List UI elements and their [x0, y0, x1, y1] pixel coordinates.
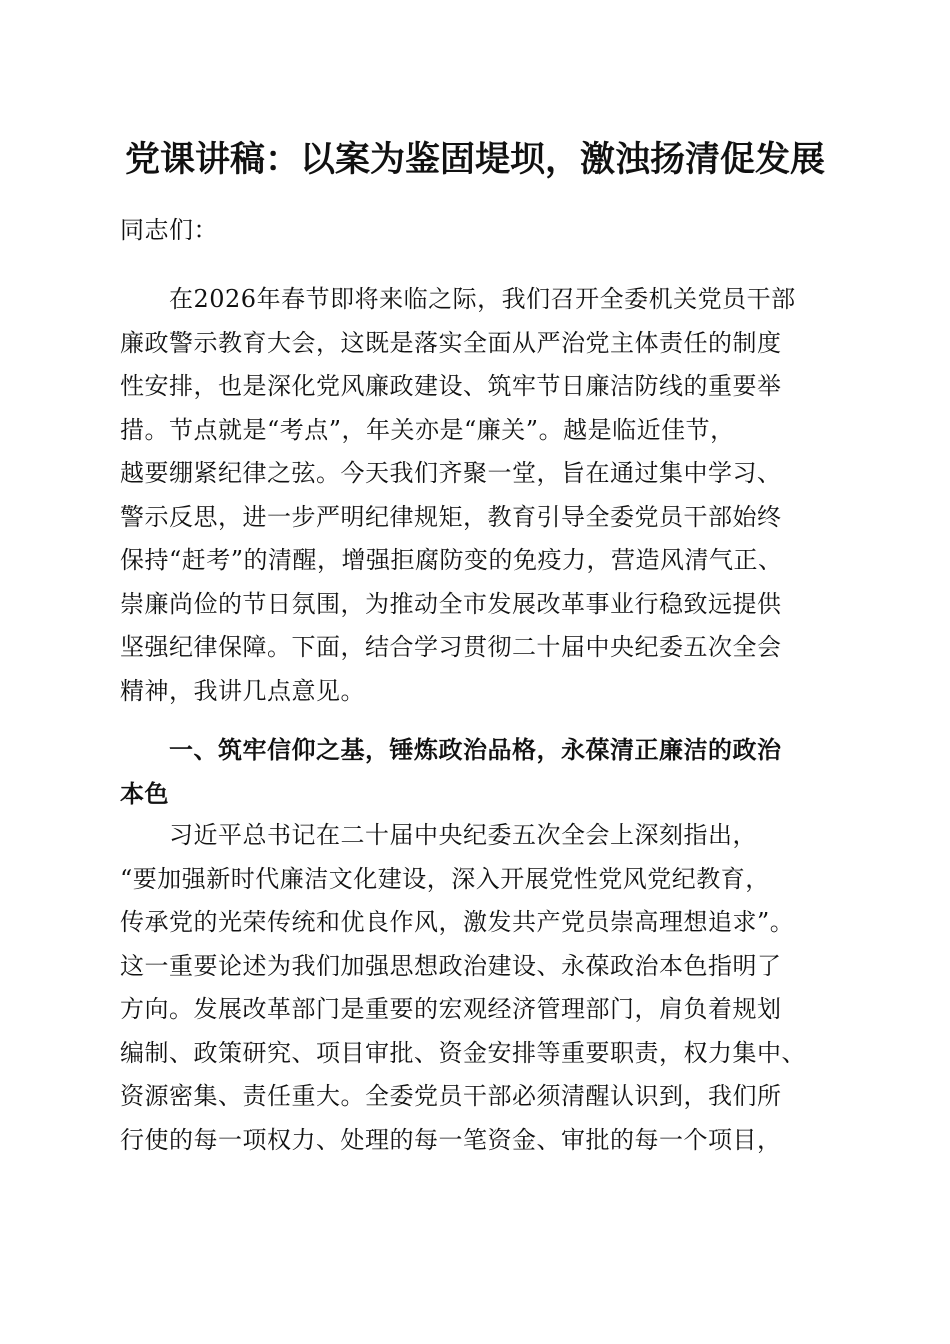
paragraph-line: 坚强纪律保障。下面，结合学习贯彻二十届中央纪委五次全会 [120, 633, 782, 661]
paragraph-intro [120, 278, 840, 713]
paragraph-line: 警示反思，进一步严明纪律规矩，教育引导全委党员干部始终 [120, 502, 782, 531]
paragraph-line: “要加强新时代廉洁文化建设，深入开展党性党风党纪教育， [120, 864, 770, 893]
paragraph-line: 保持“赶考”的清醒，增强拒腐防变的免疫力，营造风清气正、 [120, 546, 783, 574]
paragraph-line: 编制、政策研究、项目审批、资金安排等重要职责，权力集中、 [120, 1038, 806, 1067]
paragraph-line: 精神，我讲几点意见。 [120, 676, 365, 705]
heading-line: 一、筑牢信仰之基，锤炼政治品格，永葆清正廉洁的政治 [120, 735, 782, 764]
greeting-line: 同志们： [120, 216, 218, 244]
section-heading-1 [120, 728, 840, 815]
paragraph-line: 崇廉尚俭的节日氛围，为推动全市发展改革事业行稳致远提供 [120, 589, 782, 618]
paragraph-line: 行使的每一项权力、处理的每一笔资金、审批的每一个项目， [120, 1125, 782, 1154]
paragraph-line: 措。节点就是“考点”，年关亦是“廉关”。越是临近佳节， [120, 415, 735, 444]
paragraph-line: 在2026年春节即将来临之际，我们召开全委机关党员干部 [120, 285, 796, 313]
greeting [120, 209, 840, 253]
heading-line: 本色 [120, 778, 169, 808]
document-title: 党课讲稿：以案为鉴固堤坝，激浊扬清促发展 [124, 139, 825, 180]
paragraph-line: 方向。发展改革部门是重要的宏观经济管理部门，肩负着规划 [120, 995, 782, 1023]
paragraph-line: 习近平总书记在二十届中央纪委五次全会上深刻指出， [120, 821, 757, 849]
paragraph-section-1 [120, 814, 840, 1162]
paragraph-line: 传承党的光荣传统和优良作风，激发共产党员崇高理想追求”。 [120, 908, 795, 936]
paragraph-line: 廉政警示教育大会，这既是落实全面从严治党主体责任的制度 [120, 328, 782, 357]
paragraph-line: 越要绷紧纪律之弦。今天我们齐聚一堂，旨在通过集中学习、 [120, 459, 782, 487]
paragraph-line: 资源密集、责任重大。全委党员干部必须清醒认识到，我们所 [120, 1082, 782, 1110]
paragraph-line: 这一重要论述为我们加强思想政治建设、永葆政治本色指明了 [120, 951, 782, 980]
paragraph-line: 性安排，也是深化党风廉政建设、筑牢节日廉洁防线的重要举 [120, 372, 782, 400]
